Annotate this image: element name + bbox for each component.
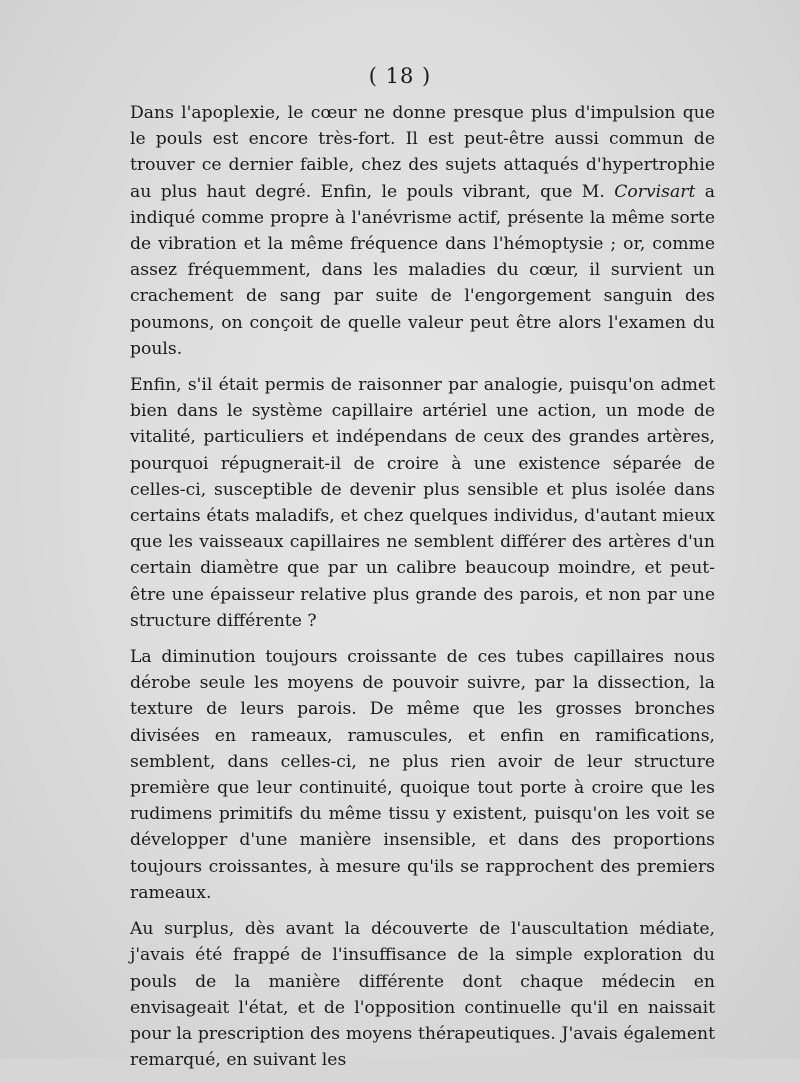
page-number: ( 18 ) [368,64,432,88]
text-segment: Enfin, s'il était permis de raisonner par analogie, puisqu'on admet bien dans le système capillaire artériel une action, un mode de vitalité, particuliers et indépendans de ceux des grandes artères, pourquoi répugnerait-il de croire à une existence séparée de celles-ci, susceptible de devenir plus sensible et plus isolée dans certains états maladifs, et chez quelques individus, d'autant mieux que les vaisseaux capillaires ne semblent différer des artères d'un certain diamètre que par un calibre beaucoup moindre, et peut-être une épaisseur relative plus grande des parois, et non par une structure différente ? [130,375,715,631]
text-segment: La diminution toujours croissante de ces tubes capillaires nous dérobe seule les moyens de pouvoir suivre, par la dissection, la texture de leurs parois. De même que les grosses bronches divisées en rameaux, ramuscules, et enfin en ramifications, semblent, dans celles-ci, ne plus rien avoir de leur structure première que leur continuité, quoique tout porte à croire que les rudimens primitifs du même tissu y existent, puisqu'on les voit se développer d'une manière insensible, et dans des proportions toujours croissantes, à mesure qu'ils se rapprochent des premiers rameaux. [130,647,715,903]
text-segment: Dans l'apoplexie, le cœur ne donne presque plus d'impulsion que le pouls est encore très-fort. Il est peut-être aussi commun de trouver ce dernier faible, chez des sujets attaqués d'hypertrophie au plus haut degré. Enfin, le pouls vibrant, que M. [130,103,715,202]
paragraph-3 [130,644,715,906]
text-segment: Au surplus, dès avant la découverte de l'auscultation médiate, j'avais été frappé de l'insuffisance de la simple exploration du pouls de la manière différente dont chaque médecin en envisageait l'état, et de l'opposition continuelle qu'il en naissait pour la prescription des moyens thérapeutiques. J'avais également remarqué, en suivant les [130,919,715,1071]
paragraph-2 [130,372,715,634]
paragraph-1 [130,100,715,362]
body-text [130,100,715,1083]
paragraph-4 [130,916,715,1073]
author-name-italic: Corvisart [614,181,696,202]
text-segment: a indiqué comme propre à l'anévrisme actif, présente la même sorte de vibration et la même fréquence dans l'hémoptysie ; or, comme assez fréquemment, dans les maladies du cœur, il survient un crachement de sang par suite de l'engorgement sanguin des poumons, on conçoit de quelle valeur peut être alors l'examen du pouls. [130,181,715,359]
